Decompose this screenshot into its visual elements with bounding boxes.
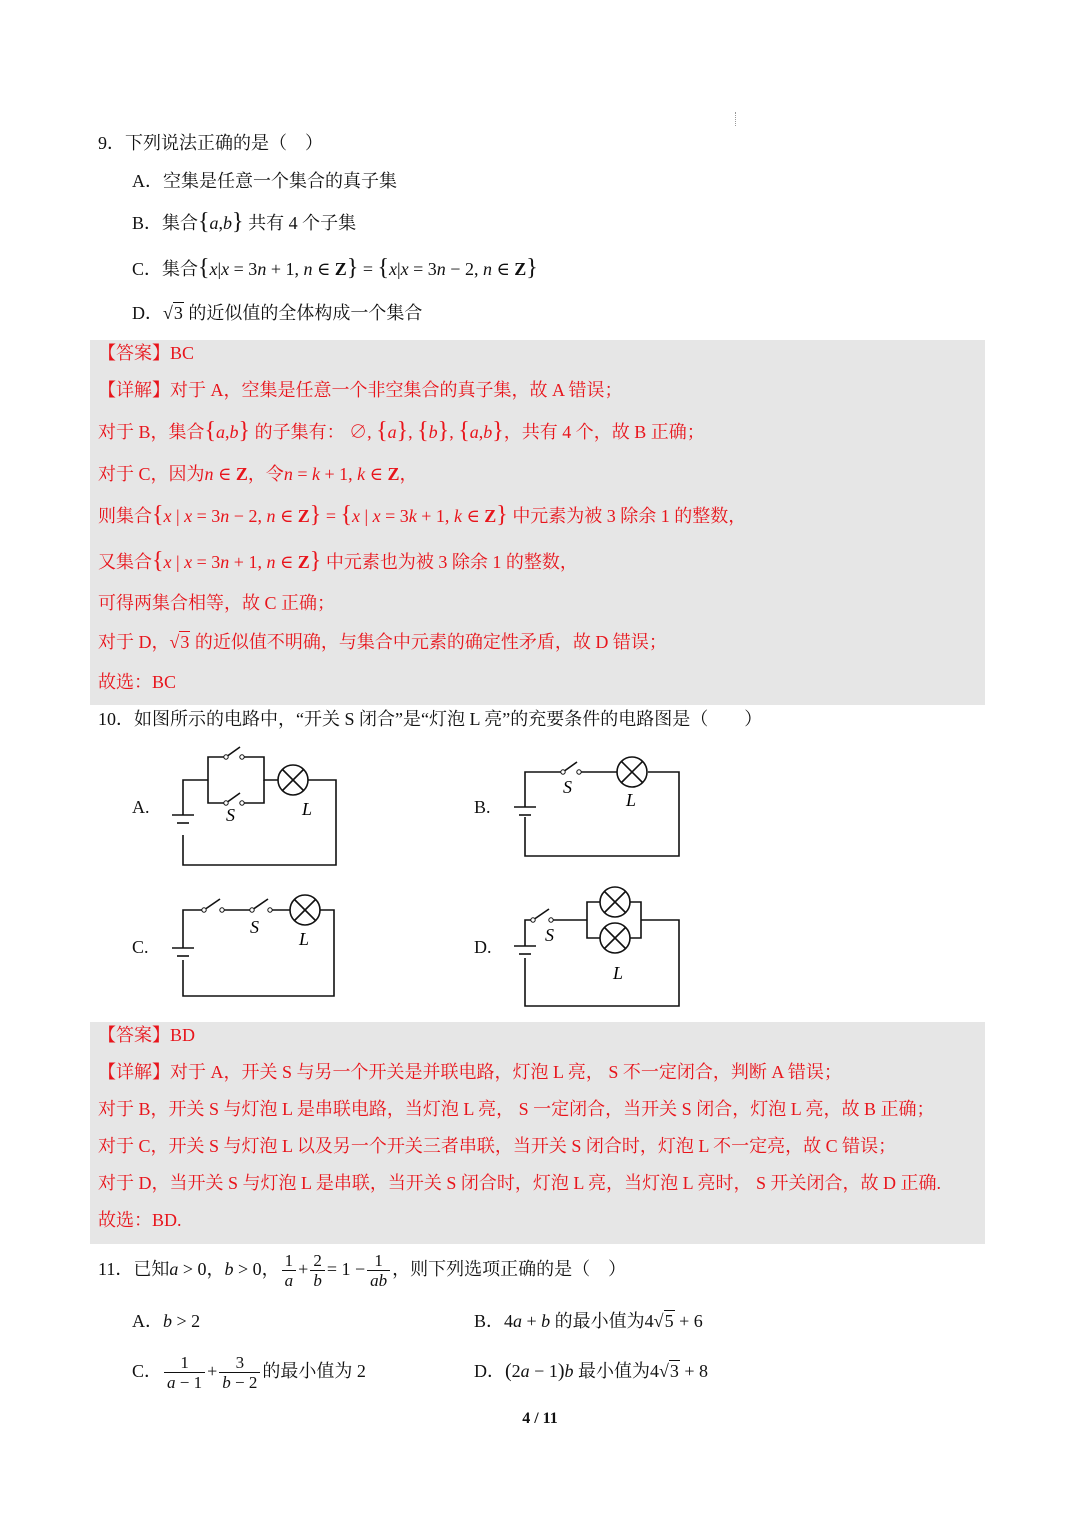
- switch-label: S: [545, 925, 554, 945]
- q11-option-b: B．4a + b 的最小值为4√5 + 6: [474, 1311, 703, 1331]
- q11-option-c: C． $\frac{1}{a - 1}$ + $\frac{3}{b - 2}$ 的最小值为 2: [132, 1353, 366, 1393]
- a10-line-1: 【详解】对于 A，开关 S 与另一个开关是并联电路，灯泡 L 亮， S 不一定闭合，判断 A 错误；: [98, 1062, 842, 1082]
- circuit-diagram-b: [505, 752, 690, 862]
- switch-label: S: [250, 917, 259, 937]
- q9-stem: 9．下列说法正确的是（ ）: [98, 133, 323, 153]
- a10-line-5: 故选：BD.: [98, 1210, 182, 1230]
- a9-line-6: 可得两集合相等，故 C 正确；: [98, 593, 336, 613]
- q9-option-c: C．集合{x|x = 3n + 1, n ∈ Z} = {x|x = 3n − 2, n ∈ Z}: [132, 255, 538, 281]
- a10-answer: 【答案】BD: [98, 1025, 196, 1045]
- q9-option-a: A．空集是任意一个集合的真子集: [132, 171, 397, 191]
- a9-line-3: 对于 C，因为n ∈ Z，令n = k + 1, k ∈ Z，: [98, 464, 418, 484]
- circuit-diagram-d: [505, 878, 690, 1013]
- answer-block-10: [90, 1022, 985, 1244]
- a10-line-4: 对于 D，当开关 S 与灯泡 L 是串联，当开关 S 闭合时，灯泡 L 亮，当灯泡 L 亮时， S 开关闭合，故 D 正确.: [98, 1173, 942, 1193]
- circuit-diagram-c: [160, 890, 345, 1005]
- a10-line-2: 对于 B，开关 S 与灯泡 L 是串联电路，当灯泡 L 亮， S 一定闭合，当开关 S 闭合，灯泡 L 亮，故 B 正确；: [98, 1099, 935, 1119]
- page-number: 4 / 11: [522, 1410, 558, 1427]
- q9-option-d: D．√3 的近似值的全体构成一个集合: [132, 303, 423, 323]
- a9-answer: 【答案】BC: [98, 343, 195, 363]
- switch-label: S: [226, 805, 235, 825]
- lamp-label: L: [613, 963, 624, 983]
- q11-option-d: D．(2a − 1)b 最小值为4√3 + 8: [474, 1360, 709, 1382]
- a10-line-3: 对于 C，开关 S 与灯泡 L 以及另一个开关三者串联，当开关 S 闭合时，灯泡 L 不一定亮，故 C 错误；: [98, 1136, 897, 1156]
- lamp-label: L: [302, 799, 313, 819]
- a9-line-5: 又集合{x | x = 3n + 1, n ∈ Z} 中元素也为被 3 除余 1 的整数，: [98, 548, 578, 574]
- circuit-d-label: D.: [474, 937, 492, 957]
- switch-label: S: [563, 777, 572, 797]
- circuit-c-label: C.: [132, 937, 149, 957]
- a9-line-8: 故选：BC: [98, 672, 177, 692]
- circuit-a-label: A.: [132, 797, 150, 817]
- lamp-label: L: [626, 790, 637, 810]
- margin-mark: [735, 112, 737, 126]
- a9-line-4: 则集合{x | x = 3n − 2, n ∈ Z} = {x | x = 3k + 1, k ∈ Z} 中元素为被 3 除余 1 的整数，: [98, 502, 747, 528]
- circuit-diagram-a: [160, 745, 350, 870]
- q11-option-a: A．b > 2: [132, 1311, 201, 1331]
- q10-stem: 10．如图所示的电路中，“开关 S 闭合”是“灯泡 L 亮”的充要条件的电路图是（ ）: [98, 709, 763, 729]
- lamp-label: L: [299, 929, 310, 949]
- a9-line-2: 对于 B，集合{a,b} 的子集有： ∅, {a}, {b}, {a,b}，共有 4 个，故 B 正确；: [98, 418, 705, 444]
- circuit-b-label: B.: [474, 797, 491, 817]
- q9-option-b: B．集合{a,b} 共有 4 个子集: [132, 209, 357, 235]
- a9-line-1: 【详解】对于 A，空集是任意一个非空集合的真子集，故 A 错误；: [98, 380, 623, 400]
- a9-line-7: 对于 D，√3 的近似值不明确，与集合中元素的确定性矛盾，故 D 错误；: [98, 632, 667, 652]
- q11-stem: 11．已知a > 0，b > 0， $\frac{1}{a}$ + $\frac{2}{b}$ = 1 − $\frac{1}{ab}$ ，则下列选项正确的是（ ）: [98, 1251, 627, 1291]
